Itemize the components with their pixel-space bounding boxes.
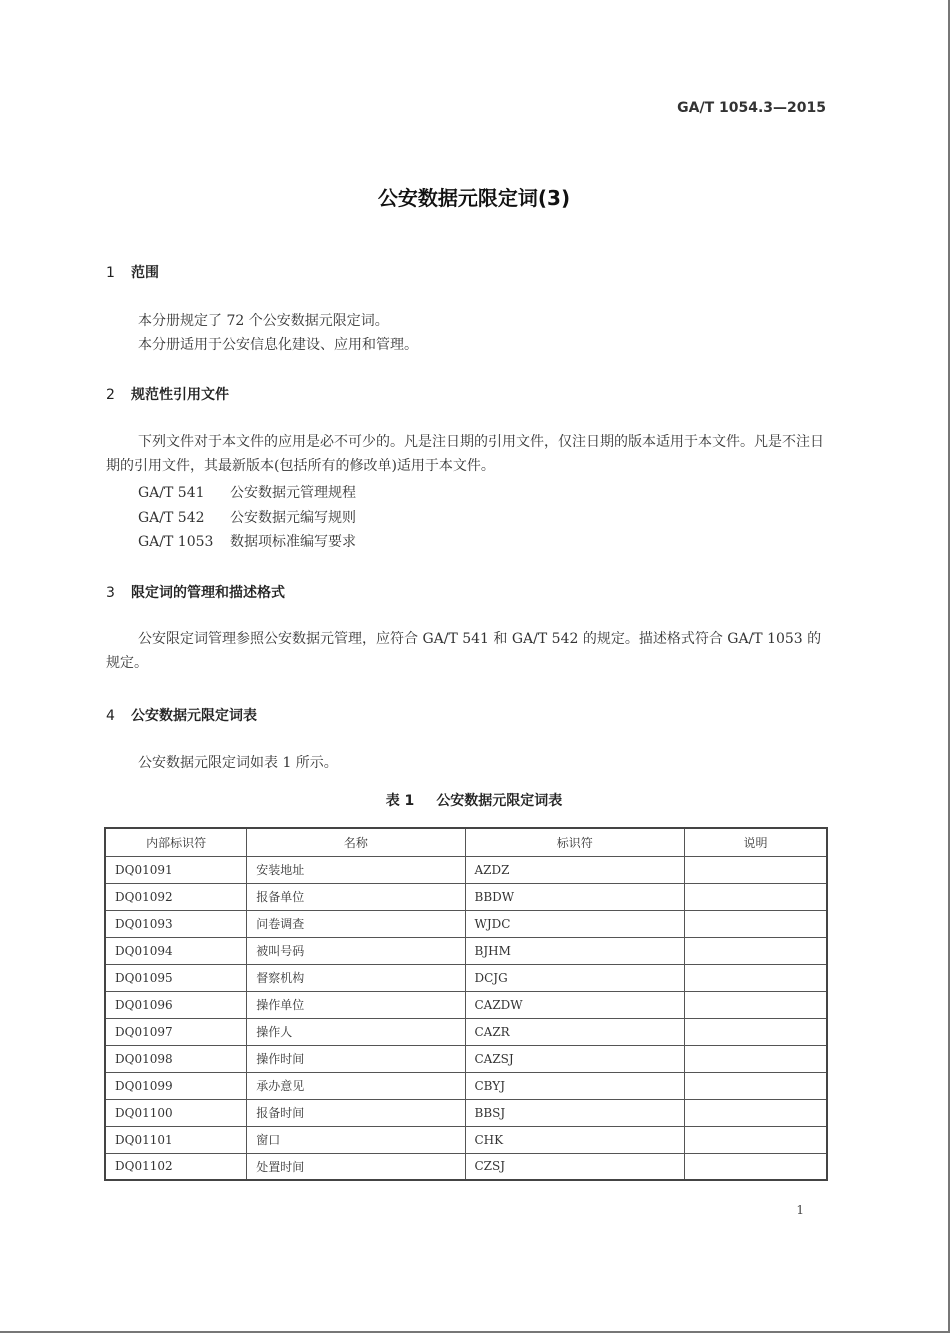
standard-code: GA/T 1054.3—2015: [677, 100, 826, 116]
internal-id-cell: DQ01091: [105, 856, 247, 883]
reference-item: [138, 531, 356, 551]
scope-paragraph-1: 本分册规定了 72 个公安数据元限定词。: [138, 313, 389, 329]
section-2-heading: [106, 384, 229, 404]
reference-code: GA/T 1053: [138, 534, 214, 550]
reference-code: GA/T 541: [138, 485, 205, 501]
identifier-cell: BBSJ: [465, 1099, 684, 1126]
name-cell: 窗口: [247, 1126, 465, 1153]
identifier-cell: CAZDW: [465, 991, 684, 1018]
section-number: 2: [106, 387, 115, 403]
reference-title: 数据项标准编写要求: [230, 534, 356, 550]
internal-id-cell: DQ01102: [105, 1153, 247, 1180]
qualifier-table: [104, 827, 828, 1181]
table-row: [105, 910, 827, 937]
table-caption-title: 公安数据元限定词表: [436, 793, 563, 809]
internal-id-cell: DQ01094: [105, 937, 247, 964]
name-cell: 承办意见: [247, 1072, 465, 1099]
references-paragraph: 下列文件对于本文件的应用是必不可少的。凡是注日期的引用文件，仅注日期的版本适用于本文件。凡是不注日期的引用文件，其最新版本(包括所有的修改单)适用于本文件。: [106, 434, 824, 474]
internal-id-cell: DQ01097: [105, 1018, 247, 1045]
internal-id-cell: DQ01093: [105, 910, 247, 937]
table-row: [105, 937, 827, 964]
identifier-cell: CBYJ: [465, 1072, 684, 1099]
management-paragraph: 公安限定词管理参照公安数据元管理，应符合 GA/T 541 和 GA/T 542 的规定。描述格式符合 GA/T 1053 的规定。: [106, 631, 822, 671]
identifier-cell: AZDZ: [465, 856, 684, 883]
remark-cell: [684, 856, 827, 883]
document-title: 公安数据元限定词(3): [377, 186, 571, 210]
reference-item: [138, 482, 356, 502]
name-cell: 操作人: [247, 1018, 465, 1045]
internal-id-cell: DQ01099: [105, 1072, 247, 1099]
name-cell: 报备时间: [247, 1099, 465, 1126]
section-4-heading: [106, 705, 257, 725]
reference-code: GA/T 542: [138, 510, 205, 526]
page-number: 1: [796, 1203, 804, 1217]
name-cell: 操作时间: [247, 1045, 465, 1072]
remark-cell: [684, 1018, 827, 1045]
name-cell: 安装地址: [247, 856, 465, 883]
table-row: [105, 856, 827, 883]
remark-cell: [684, 1072, 827, 1099]
reference-title: 公安数据元管理规程: [230, 485, 356, 501]
table-row: [105, 991, 827, 1018]
remark-cell: [684, 937, 827, 964]
reference-item: [138, 507, 356, 527]
column-header: 标识符: [465, 828, 684, 856]
identifier-cell: CAZSJ: [465, 1045, 684, 1072]
table-row: [105, 1153, 827, 1180]
name-cell: 被叫号码: [247, 937, 465, 964]
remark-cell: [684, 1045, 827, 1072]
identifier-cell: DCJG: [465, 964, 684, 991]
table-header-row: [105, 828, 827, 856]
identifier-cell: CHK: [465, 1126, 684, 1153]
reference-title: 公安数据元编写规则: [230, 510, 356, 526]
remark-cell: [684, 1153, 827, 1180]
section-title: 公安数据元限定词表: [131, 708, 257, 724]
column-header: 内部标识符: [105, 828, 247, 856]
table-row: [105, 1126, 827, 1153]
identifier-cell: BBDW: [465, 883, 684, 910]
name-cell: 报备单位: [247, 883, 465, 910]
name-cell: 操作单位: [247, 991, 465, 1018]
internal-id-cell: DQ01092: [105, 883, 247, 910]
table-intro-paragraph: 公安数据元限定词如表 1 所示。: [138, 755, 338, 771]
remark-cell: [684, 1099, 827, 1126]
section-1-heading: [106, 262, 159, 282]
section-number: 3: [106, 585, 115, 601]
internal-id-cell: DQ01098: [105, 1045, 247, 1072]
section-3-heading: [106, 582, 285, 602]
section-number: 4: [106, 708, 115, 724]
table-row: [105, 1045, 827, 1072]
internal-id-cell: DQ01095: [105, 964, 247, 991]
internal-id-cell: DQ01096: [105, 991, 247, 1018]
section-title: 限定词的管理和描述格式: [131, 585, 285, 601]
remark-cell: [684, 1126, 827, 1153]
name-cell: 督察机构: [247, 964, 465, 991]
scope-paragraph-2: 本分册适用于公安信息化建设、应用和管理。: [138, 337, 418, 353]
remark-cell: [684, 964, 827, 991]
identifier-cell: CAZR: [465, 1018, 684, 1045]
identifier-cell: CZSJ: [465, 1153, 684, 1180]
table-caption: [0, 790, 948, 810]
column-header: 名称: [247, 828, 465, 856]
identifier-cell: BJHM: [465, 937, 684, 964]
identifier-cell: WJDC: [465, 910, 684, 937]
table-row: [105, 1072, 827, 1099]
section-title: 规范性引用文件: [131, 387, 229, 403]
internal-id-cell: DQ01100: [105, 1099, 247, 1126]
name-cell: 问卷调查: [247, 910, 465, 937]
table-row: [105, 1018, 827, 1045]
section-number: 1: [106, 265, 115, 281]
table-row: [105, 1099, 827, 1126]
remark-cell: [684, 910, 827, 937]
table-caption-label: 表 1: [385, 793, 415, 809]
remark-cell: [684, 883, 827, 910]
table-row: [105, 883, 827, 910]
name-cell: 处置时间: [247, 1153, 465, 1180]
section-title: 范围: [131, 265, 159, 281]
remark-cell: [684, 991, 827, 1018]
column-header: 说明: [684, 828, 827, 856]
table-row: [105, 964, 827, 991]
internal-id-cell: DQ01101: [105, 1126, 247, 1153]
